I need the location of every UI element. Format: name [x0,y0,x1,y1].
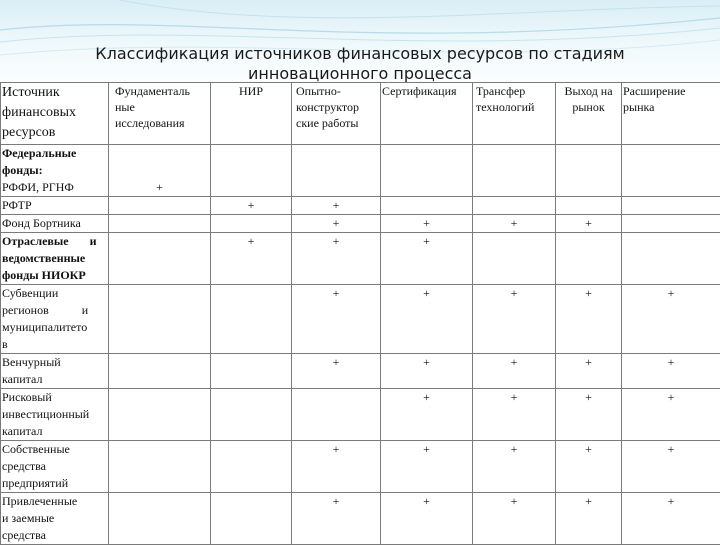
mark-rftr-nir: + [211,197,292,215]
slide-title-line2: инновационного процесса [60,64,660,84]
header-okr: Опытно- конструктор ские работы [292,83,381,145]
table-row-bortnik [1,215,720,233]
header-certification: Сертификация [381,83,473,145]
mark-borrowed-market: + [556,493,622,545]
table-header-row [1,83,720,145]
table-row-subventions [1,285,720,354]
mark-borrowed-cert: + [381,493,473,545]
mark-branch-nir: + [211,233,292,285]
table-row-federal [1,145,720,197]
mark-rftr-okr: + [292,197,381,215]
mark-venture-expand: + [622,354,720,389]
header-source: Источник финансовых ресурсов [1,83,109,145]
mark-bortnik-transfer: + [473,215,556,233]
mark-own-transfer: + [473,441,556,493]
table-row-branch [1,233,720,285]
mark-subv-cert: + [381,285,473,354]
mark-subv-okr: + [292,285,381,354]
mark-venture-transfer: + [473,354,556,389]
mark-own-market: + [556,441,622,493]
header-market-entry: Выход на рынок [556,83,622,145]
table-row-venture [1,354,720,389]
header-nir: НИР [211,83,292,145]
row-label-federal: Федеральные фонды: РФФИ, РГНФ [1,145,109,197]
mark-subv-market: + [556,285,622,354]
mark-borrowed-transfer: + [473,493,556,545]
mark-risk-transfer: + [473,389,556,441]
mark-borrowed-okr: + [292,493,381,545]
mark-rffi-fundamental: + [109,145,211,197]
mark-bortnik-okr: + [292,215,381,233]
table-row-rftr [1,197,720,215]
row-label-risk: Рисковый инвестиционный капитал [1,389,109,441]
table-row-risk [1,389,720,441]
mark-risk-market: + [556,389,622,441]
table-row-borrowed [1,493,720,545]
table-row-own [1,441,720,493]
mark-venture-cert: + [381,354,473,389]
row-label-subventions: Субвенции регионов и муниципалитето в [1,285,109,354]
header-market-expansion: Расширение рынка [622,83,720,145]
funding-sources-table [0,82,720,545]
mark-branch-okr: + [292,233,381,285]
mark-subv-expand: + [622,285,720,354]
mark-own-okr: + [292,441,381,493]
mark-borrowed-expand: + [622,493,720,545]
row-label-own: Собственные средства предприятий [1,441,109,493]
mark-own-cert: + [381,441,473,493]
mark-venture-okr: + [292,354,381,389]
mark-risk-cert: + [381,389,473,441]
mark-risk-expand: + [622,389,720,441]
row-label-venture: Венчурный капитал [1,354,109,389]
mark-branch-cert: + [381,233,473,285]
slide-title-line1: Классификация источников финансовых ресурсов по стадиям [60,44,660,64]
mark-own-expand: + [622,441,720,493]
mark-bortnik-cert: + [381,215,473,233]
mark-subv-transfer: + [473,285,556,354]
header-fundamental: Фундаменталь ные исследования [109,83,211,145]
row-label-borrowed: Привлеченные и заемные средства [1,493,109,545]
header-transfer: Трансфер технологий [473,83,556,145]
slide-title [60,44,660,84]
row-label-bortnik: Фонд Бортника [1,215,109,233]
mark-bortnik-market: + [556,215,622,233]
mark-venture-market: + [556,354,622,389]
row-label-rftr: РФТР [1,197,109,215]
row-label-branch: Отраслевые и ведомственные фонды НИОКР [1,233,109,285]
